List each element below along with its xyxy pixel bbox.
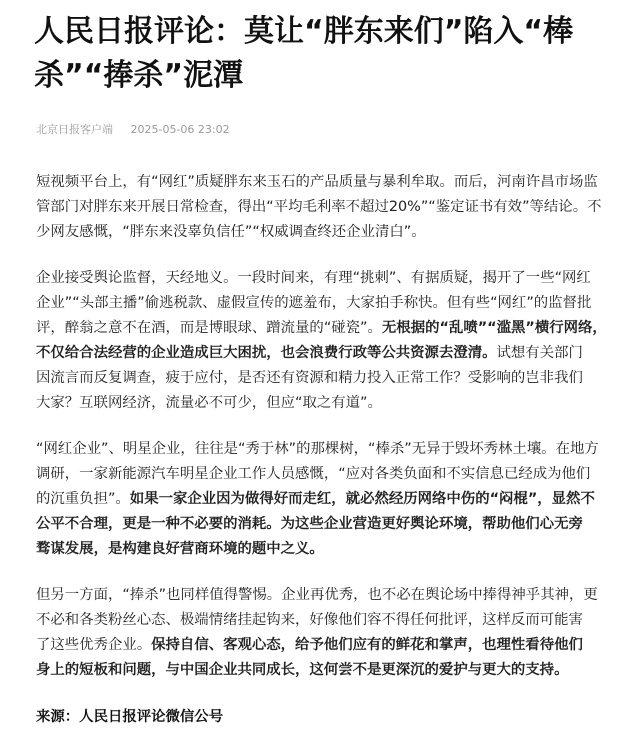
article-title [34,10,624,98]
paragraph-line: 企业”“头部主播”偷逃税款、虚假宣传的遮羞布，大家拍手称快。但有些“网红”的监督批 [36,295,592,311]
paragraph-line: 不必和各类粉丝心态、极端情绪挂起钩来，好像他们容不得任何批评，这样反而可能害 [36,612,583,628]
article-paragraph [36,170,626,245]
paragraph-emphasis: 无根据的“乱喷”“滥黑”横行网络， [381,320,607,336]
paragraph-emphasis: 如果一家企业因为做得好而走红，就必然经历网络中伤的“闷棍”，显然不 [129,491,595,507]
article-paragraph [36,266,626,416]
paragraph-emphasis: 保持自信、客观心态，给予他们应有的鲜花和掌声，也理性看待他们 [151,637,583,653]
article-title-line: 杀”“捧杀”泥潭 [34,58,244,93]
paragraph-text: 试想有关部门 [496,345,583,361]
paragraph-line: 大家？互联网经济，流量必不可少，但应“取之有道”。 [36,395,382,411]
article-footer-source: 来源：人民日报评论微信公号 [36,709,224,725]
article-paragraph [36,583,626,683]
paragraph-line [36,487,626,512]
paragraph-line: 管部门对胖东来开展日常检查，得出“平均毛利率不超过20%”“鉴定证书有效”等结论。不 [36,199,602,215]
article-title-line: 人民日报评论：莫让“胖东来们”陷入“棒 [34,14,574,49]
article-meta [36,121,230,137]
paragraph-text: 评，醉翁之意不在酒，而是博眼球、蹭流量的“碰瓷”。 [36,320,382,336]
paragraph-line: “网红企业”、明星企业，往往是“秀于林”的那棵树，“棒杀”无异于毁坏秀林土壤。在地方 [36,441,599,457]
paragraph-line: 公平不合理，更是一种不必要的消耗。为这些企业营造更好舆论环境，帮助他们心无旁 [36,516,583,532]
paragraph-line: 但另一方面，“捧杀”也同样值得警惕。企业再优秀，也不必在舆论场中捧得神乎其神，更 [36,587,598,603]
paragraph-line: 调研，一家新能源汽车明星企业工作人员感慨，“应对各类负面和不实信息已经成为他们 [36,466,591,482]
paragraph-line: 身上的短板和问题，与中国企业共同成长，这何尝不是更深沉的爱护与更大的支持。 [36,662,569,678]
paragraph-text: 的沉重负担”。 [36,491,130,507]
article-source[interactable]: 北京日报客户端 [36,123,113,136]
paragraph-line [36,316,626,341]
article-datetime: 2025-05-06 23:02 [130,123,230,136]
paragraph-text: 了这些优秀企业。 [36,637,152,653]
paragraph-line: 少网友感慨，“胖东来没辜负信任”“权威调查终还企业清白”。 [36,224,426,240]
article-paragraph [36,437,626,562]
paragraph-line: 因流言而反复调查，疲于应付，是否还有资源和精力投入正常工作？受影响的岂非我们 [36,370,583,386]
paragraph-line: 骛谋发展，是构建良好营商环境的题中之义。 [36,541,324,557]
paragraph-line [36,341,626,366]
paragraph-line [36,633,626,658]
paragraph-line: 企业接受舆论监督，天经地义。一段时间来，有理“挑刺”、有据质疑，揭开了一些“网红 [36,270,591,286]
paragraph-emphasis: 不仅给合法经营的企业造成巨大困扰，也会浪费行政等公共资源去澄清。 [36,345,497,361]
paragraph-line: 短视频平台上，有“网红”质疑胖东来玉石的产品质量与暴利牟取。而后，河南许昌市场监 [36,174,598,190]
